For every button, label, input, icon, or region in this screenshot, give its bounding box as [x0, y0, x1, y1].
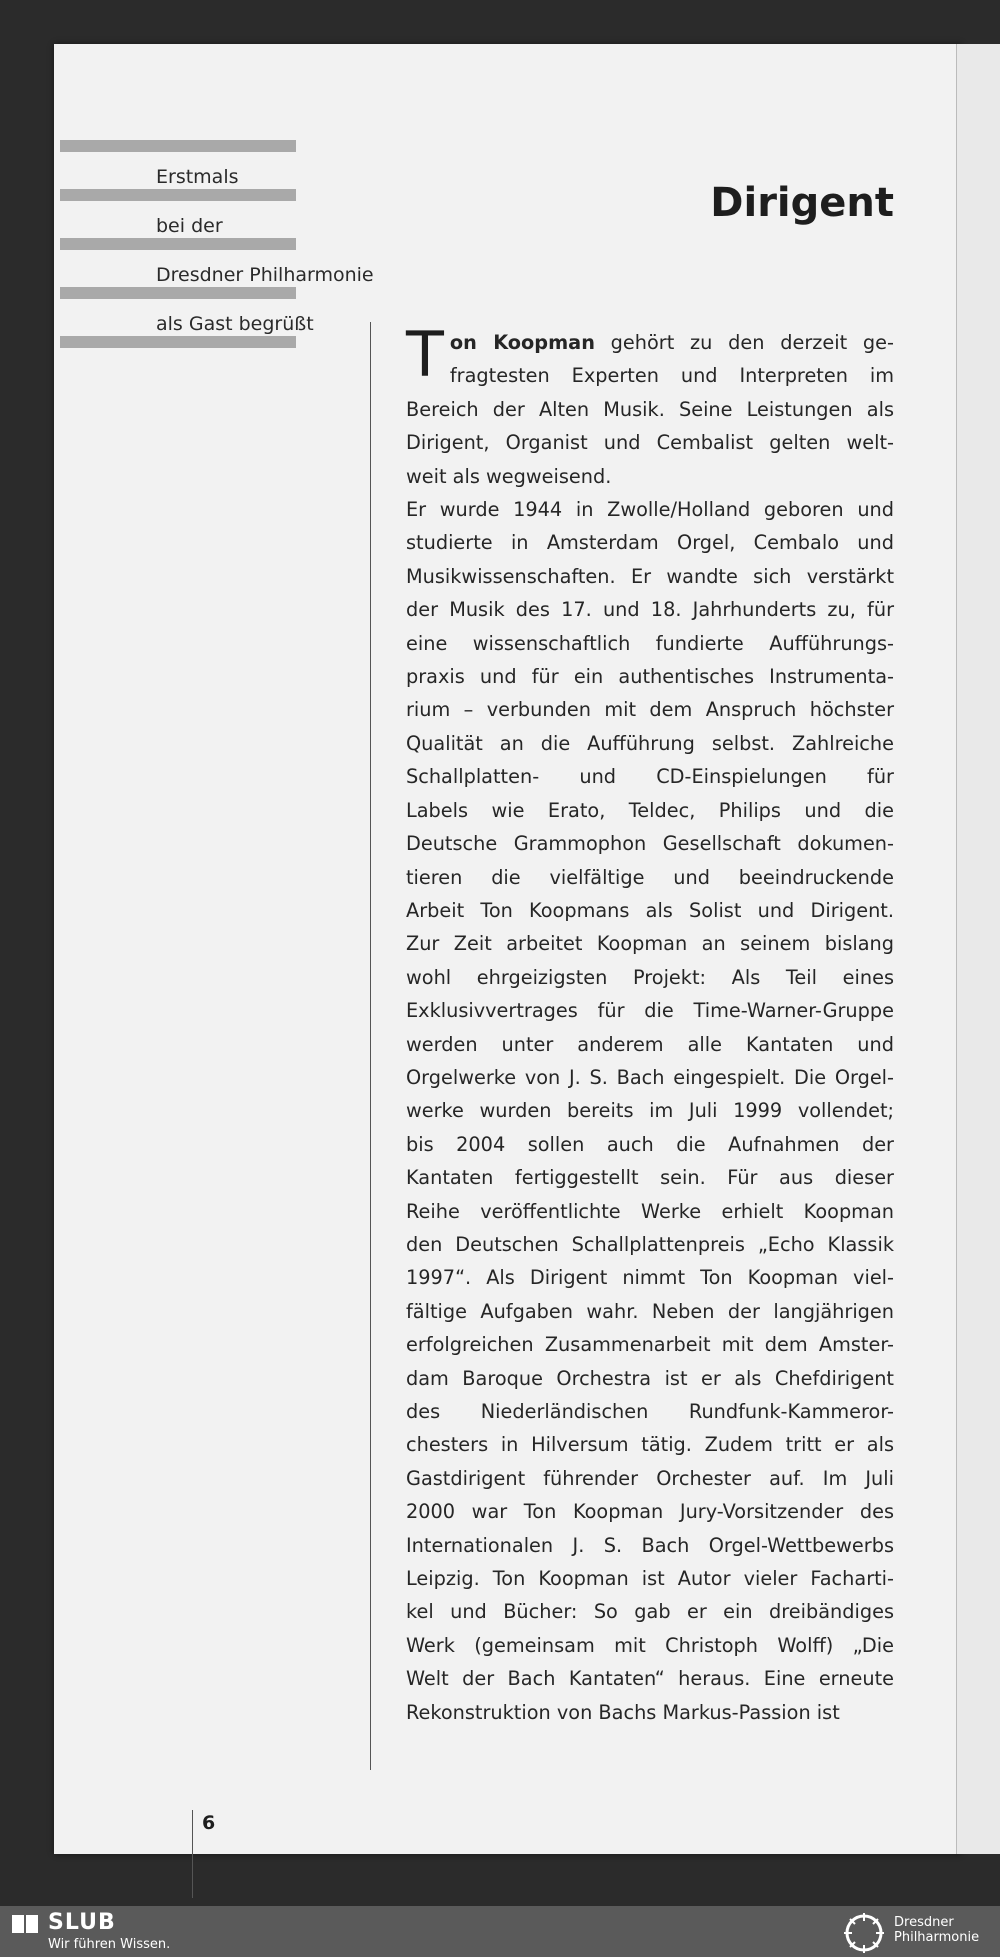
article-line: praxis und für ein authentisches Instrumenta- [406, 665, 894, 689]
folio-rule [192, 1810, 193, 1898]
article-line: Dirigent, Organist und Cembalist gelten welt- [406, 431, 894, 455]
document-page [54, 44, 962, 1854]
article-line: rium – verbunden mit dem Anspruch höchster [406, 698, 894, 722]
article-line: Exklusivvertrages für die Time-Warner-Gruppe [406, 999, 894, 1023]
article-line [406, 326, 894, 359]
column-divider [370, 322, 371, 1770]
article-line: Gastdirigent führender Orchester auf. Im Juli [406, 1466, 894, 1490]
page-number: 6 [202, 1812, 216, 1834]
article-line: weit als wegweisend. [406, 464, 612, 488]
article-body [406, 318, 894, 1774]
article-line: fältige Aufgaben wahr. Neben der langjährigen [406, 1299, 894, 1323]
sidebar-bar [60, 140, 296, 152]
article-line: Orgelwerke von J. S. Bach eingespielt. Die Orgel- [406, 1065, 894, 1089]
article-line: Reihe veröffentlichte Werke erhielt Koopman [406, 1199, 894, 1223]
next-page-edge [956, 44, 1000, 1854]
artist-name: on Koopman [449, 331, 595, 354]
drop-cap: T [406, 318, 444, 391]
article-line: 1997“. Als Dirigent nimmt Ton Koopman viel- [406, 1266, 894, 1290]
article-line: studierte in Amsterdam Orgel, Cembalo und [406, 531, 894, 555]
article-line: Schallplatten- und CD-Einspielungen für [406, 765, 894, 789]
sidebar-bar [60, 287, 296, 299]
article-line: chesters in Hilversum tätig. Zudem tritt er als [406, 1433, 894, 1457]
article-line: erfolgreichen Zusammenarbeit mit dem Amster- [406, 1333, 894, 1357]
article-line: werden unter anderem alle Kantaten und [406, 1032, 894, 1056]
article-line: Internationalen J. S. Bach Orgel-Wettbewerbs [406, 1533, 894, 1557]
article-line: tieren die vielfältige und beeindruckende [406, 865, 894, 889]
article-line: bis 2004 sollen auch die Aufnahmen der [406, 1132, 894, 1156]
article-line: Labels wie Erato, Teldec, Philips und die [406, 798, 894, 822]
library-tagline: Wir führen Wissen. [48, 1937, 171, 1952]
article-line: kel und Bücher: So gab er ein dreibändiges [406, 1600, 894, 1624]
article-line: dam Baroque Orchestra ist er als Chefdirigent [406, 1366, 894, 1390]
article-line: des Niederländischen Rundfunk-Kammeror- [406, 1400, 894, 1423]
article-line: Werk (gemeinsam mit Christoph Wolff) „Die [406, 1633, 894, 1657]
article-lines [406, 359, 894, 1729]
library-name: SLUB [48, 1910, 116, 1935]
sidebar-line: bei der [156, 215, 223, 237]
orchestra-logo-icon [842, 1911, 886, 1955]
sidebar-bar [60, 238, 296, 250]
orchestra-name-line2: Philharmonie [894, 1930, 980, 1945]
article-line: Leipzig. Ton Koopman ist Autor vieler Facharti- [406, 1567, 894, 1591]
page-title: Dirigent [710, 180, 894, 226]
article-line: Rekonstruktion von Bachs Markus-Passion ist [406, 1700, 840, 1724]
sidebar-line: Erstmals [156, 166, 239, 188]
article-line: der Musik des 17. und 18. Jahrhunderts zu, für [406, 598, 894, 622]
article-line: Welt der Bach Kantaten“ heraus. Eine erneute [406, 1667, 894, 1691]
article-line: fragtesten Experten und Interpreten im [449, 364, 894, 388]
sidebar-line: als Gast begrüßt [156, 313, 314, 335]
article-line: Zur Zeit arbeitet Koopman an seinem bislang [406, 932, 894, 956]
orchestra-name-line1: Dresdner [894, 1915, 954, 1930]
article-line: den Deutschen Schallplattenpreis „Echo Klassik [406, 1232, 894, 1256]
article-line: Bereich der Alten Musik. Seine Leistungen als [406, 397, 894, 421]
sidebar-bar [60, 336, 296, 348]
slub-logo-icon [10, 1913, 40, 1935]
orchestra-name [894, 1915, 979, 1945]
article-line-rest: gehört zu den derzeit ge- [594, 331, 894, 354]
sidebar-bar [60, 189, 296, 201]
article-line: Arbeit Ton Koopmans als Solist und Dirigent. [406, 898, 894, 922]
article-line: 2000 war Ton Koopman Jury-Vorsitzender des [406, 1500, 894, 1524]
article-line: Qualität an die Aufführung selbst. Zahlreiche [406, 731, 894, 755]
viewer-footer [0, 1906, 1000, 1957]
article-line: wohl ehrgeizigsten Projekt: Als Teil eines [406, 965, 894, 989]
article-line: Er wurde 1944 in Zwolle/Holland geboren und [406, 498, 894, 522]
article-line: werke wurden bereits im Juli 1999 vollendet; [406, 1099, 894, 1123]
article-line: Musikwissenschaften. Er wandte sich verstärkt [406, 564, 894, 588]
sidebar-line: Dresdner Philharmonie [156, 264, 374, 286]
article-line: Deutsche Grammophon Gesellschaft dokumen- [406, 832, 894, 856]
article-line: eine wissenschaftlich fundierte Aufführungs- [406, 631, 894, 655]
article-line: Kantaten fertiggestellt sein. Für aus dieser [406, 1166, 894, 1190]
